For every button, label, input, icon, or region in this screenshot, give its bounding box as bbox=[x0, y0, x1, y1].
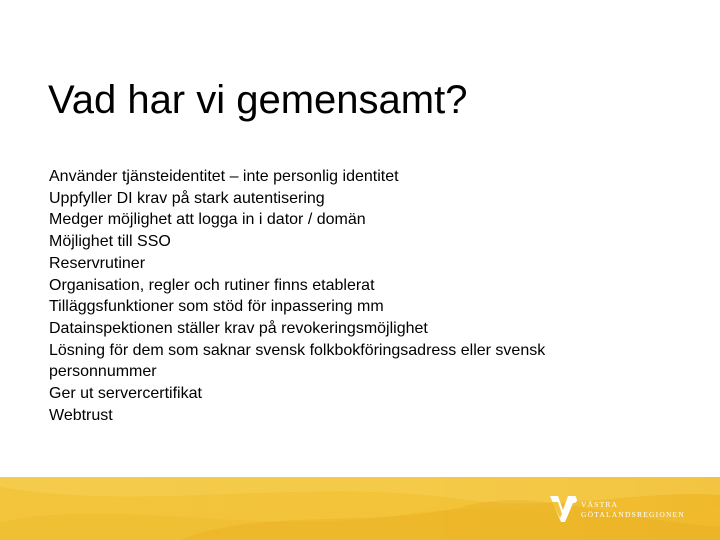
bullet-item: Datainspektionen ställer krav på revokeringsmöjlighet bbox=[49, 319, 428, 337]
logo-line-2: GÖTALANDSREGIONEN bbox=[581, 510, 685, 519]
bullet-item: Ger ut servercertifikat bbox=[49, 385, 202, 403]
bullet-item: Använder tjänsteidentitet – inte personlig identitet bbox=[49, 168, 399, 185]
bullet-item: Möjlighet till SSO bbox=[49, 233, 171, 251]
bullet-item: Organisation, regler och rutiner finns etablerat bbox=[49, 276, 375, 294]
logo-mark-icon bbox=[548, 490, 580, 526]
slide-title: Vad har vi gemensamt? bbox=[48, 78, 468, 122]
bullet-item: Reservrutiner bbox=[49, 254, 146, 272]
logo-text bbox=[581, 500, 685, 520]
bullet-item: Medger möjlighet att logga in i dator / domän bbox=[49, 211, 366, 229]
logo-line-1: VÄSTRA bbox=[581, 500, 619, 509]
bullet-item: Uppfyller DI krav på stark autentisering bbox=[49, 189, 325, 207]
bullet-item: Lösning för dem som saknar svensk folkbokföringsadress eller svensk personnummer bbox=[49, 341, 546, 381]
bullet-item: Webtrust bbox=[49, 406, 113, 424]
organization-logo bbox=[548, 490, 688, 526]
bullet-item: Tilläggsfunktioner som stöd för inpassering mm bbox=[49, 298, 384, 316]
bullet-list bbox=[49, 166, 649, 426]
